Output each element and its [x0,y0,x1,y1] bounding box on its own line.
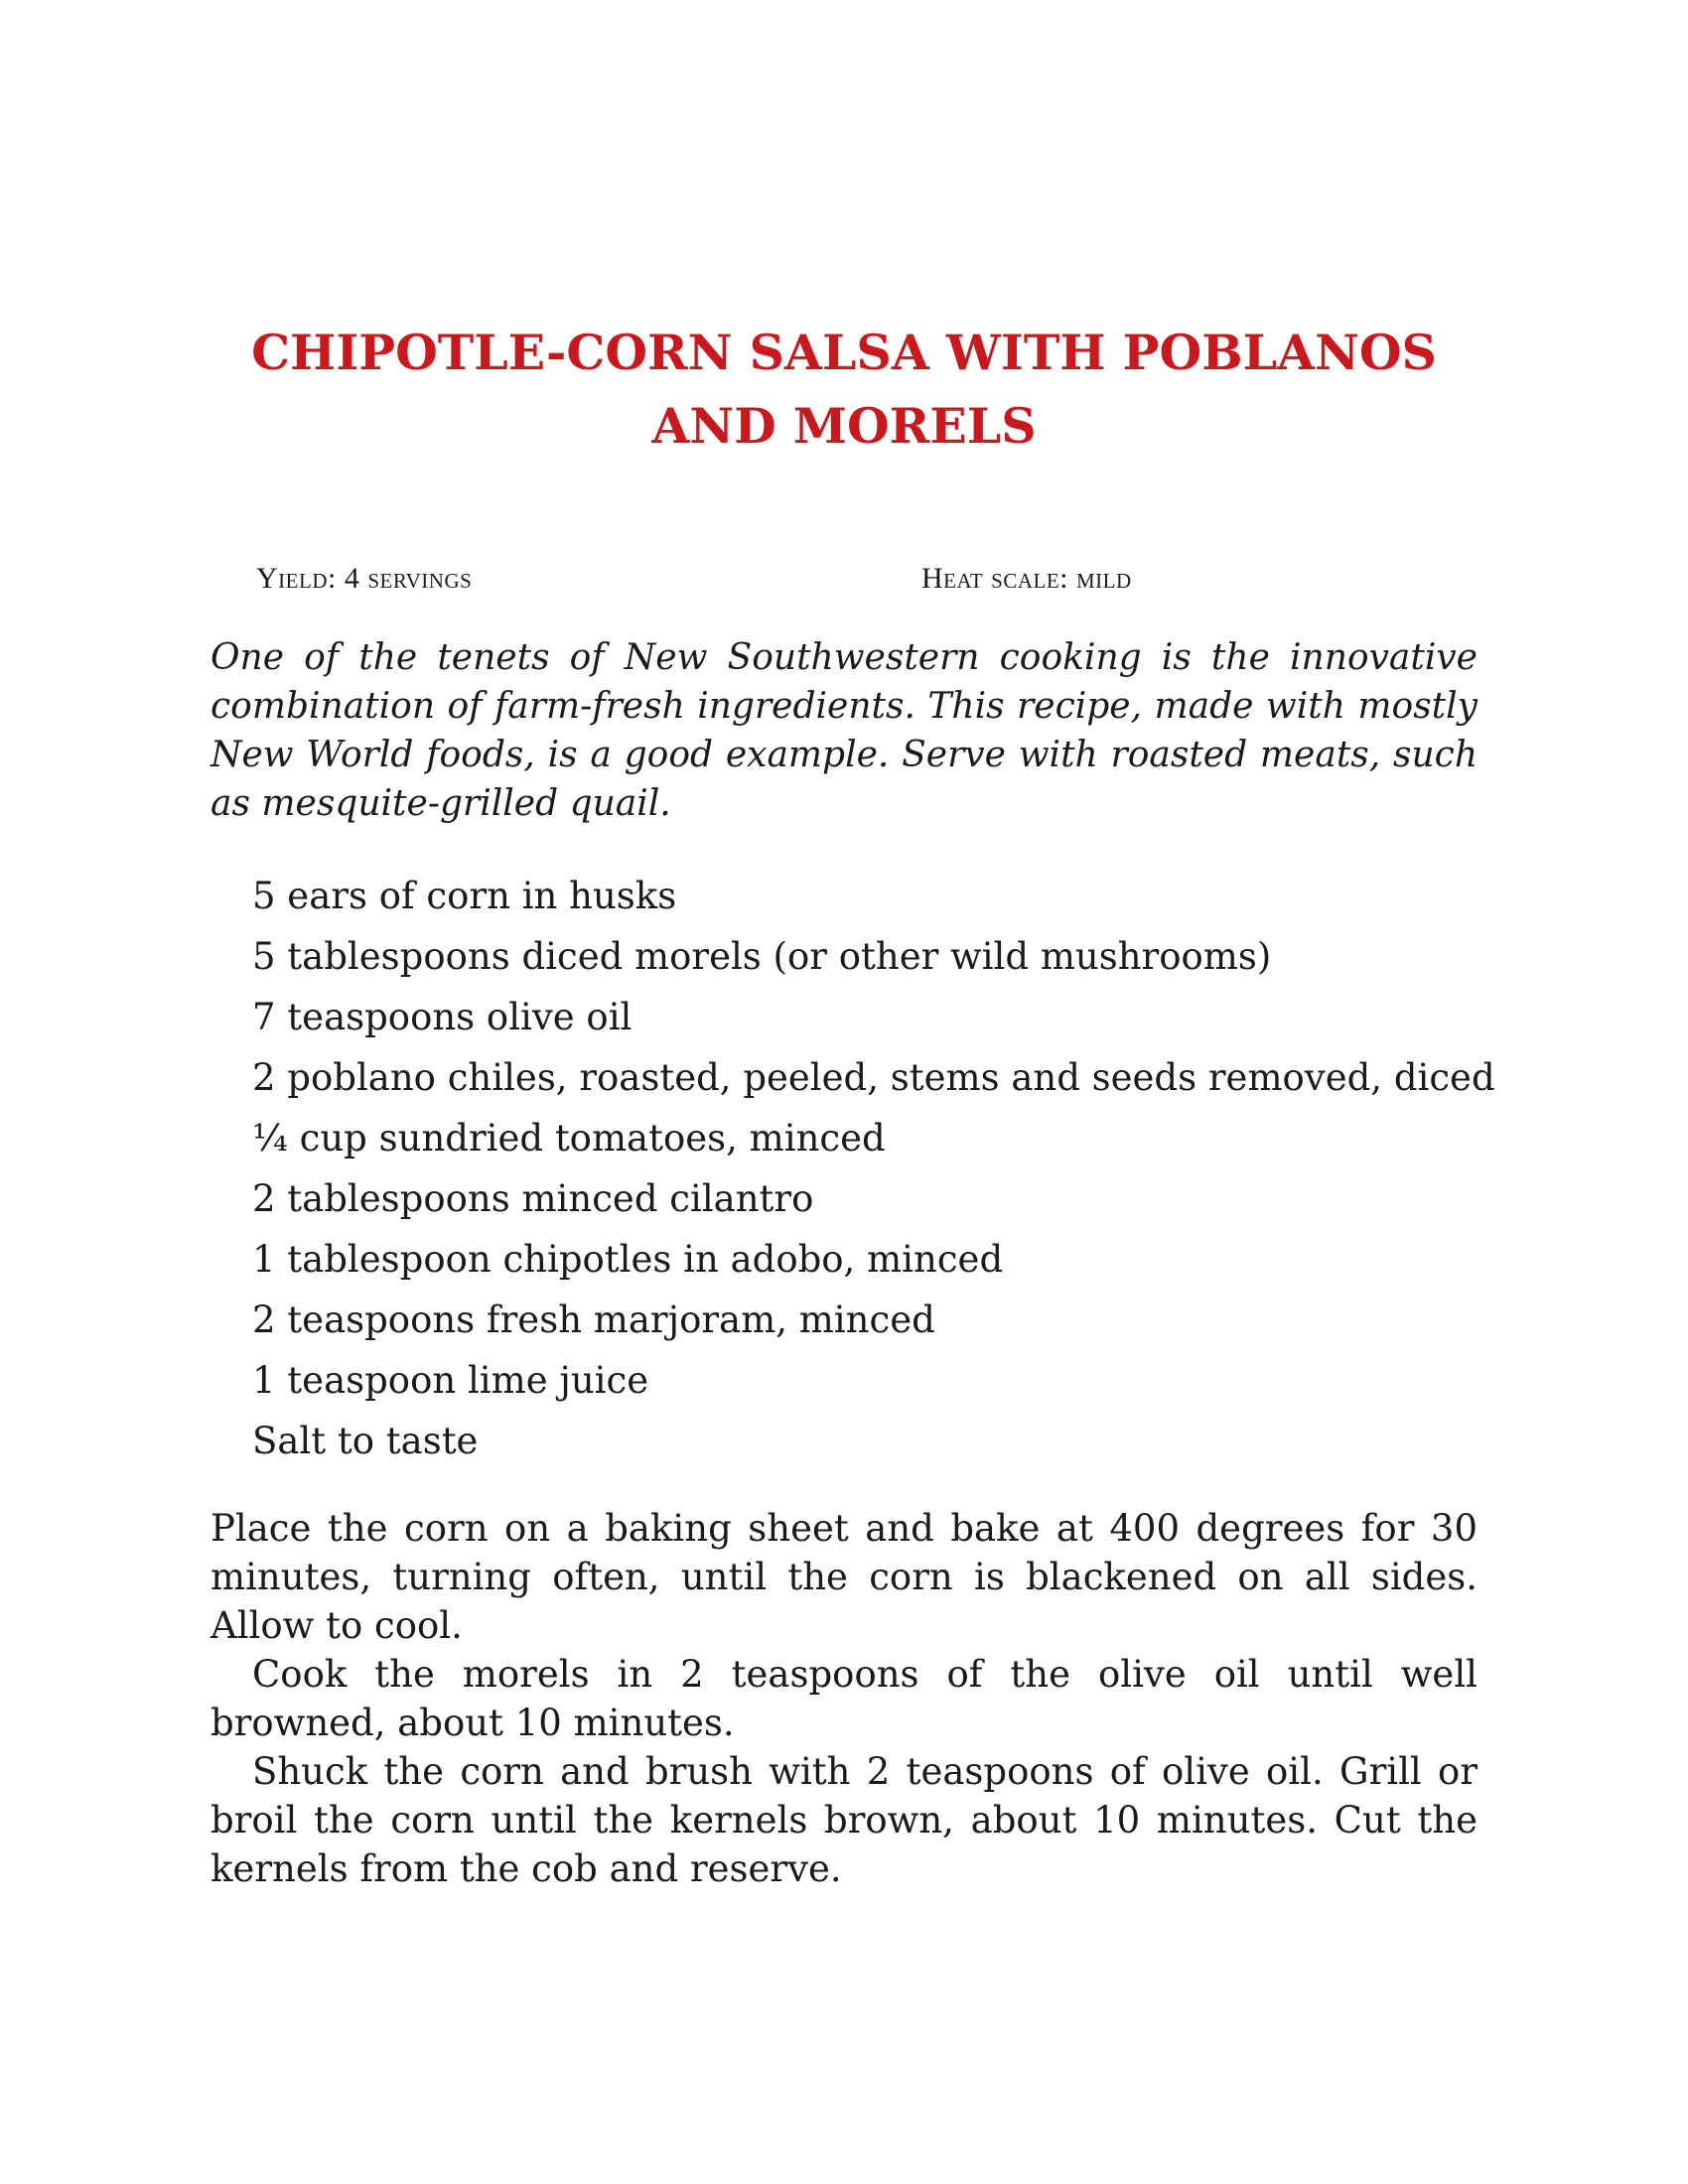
ingredient-item: 7 teaspoons olive oil [252,996,633,1038]
recipe-meta [211,554,1477,614]
ingredient-item: 1 teaspoon lime juice [252,1359,649,1402]
method-section [211,1504,1477,1893]
heat-scale-label: Heat scale: mild [921,562,1132,595]
ingredient-item: 2 tablespoons minced cilantro [252,1177,814,1220]
method-step: Place the corn on a baking sheet and bake at 400 degrees for 30 minutes, turning often, until the corn is blackened on all sides. Allow to cool. [211,1507,1477,1647]
recipe-intro: One of the tenets of New Southwestern cooking is the innovative combination of farm-fresh ingredients. This recipe, made with mostly New World foods, is a good example. Serve with roasted meats, such as mesquite-grilled quail. [211,637,1477,824]
recipe-title: CHIPOTLE-CORN SALSA WITH POBLANOS AND MORELS [251,324,1437,455]
ingredient-item: 5 ears of corn in husks [252,875,677,917]
ingredient-item: ¼ cup sundried tomatoes, minced [252,1117,886,1160]
ingredient-item: 1 tablespoon chipotles in adobo, minced [252,1238,1004,1281]
ingredient-item: 5 tablespoons diced morels (or other wild mushrooms) [252,935,1272,978]
ingredient-item: 2 poblano chiles, roasted, peeled, stems and seeds removed, diced [252,1056,1495,1099]
yield-label: Yield: 4 servings [256,562,473,595]
ingredient-list [252,866,1495,1471]
ingredient-item: Salt to taste [252,1420,479,1462]
method-step: Cook the morels in 2 teaspoons of the olive oil until well browned, about 10 minutes. [211,1653,1477,1744]
method-step: Shuck the corn and brush with 2 teaspoons of olive oil. Grill or broil the corn until the kernels brown, about 10 minutes. Cut the kernels from the cob and reserve. [211,1750,1477,1890]
ingredient-item: 2 teaspoons fresh marjoram, minced [252,1298,935,1341]
